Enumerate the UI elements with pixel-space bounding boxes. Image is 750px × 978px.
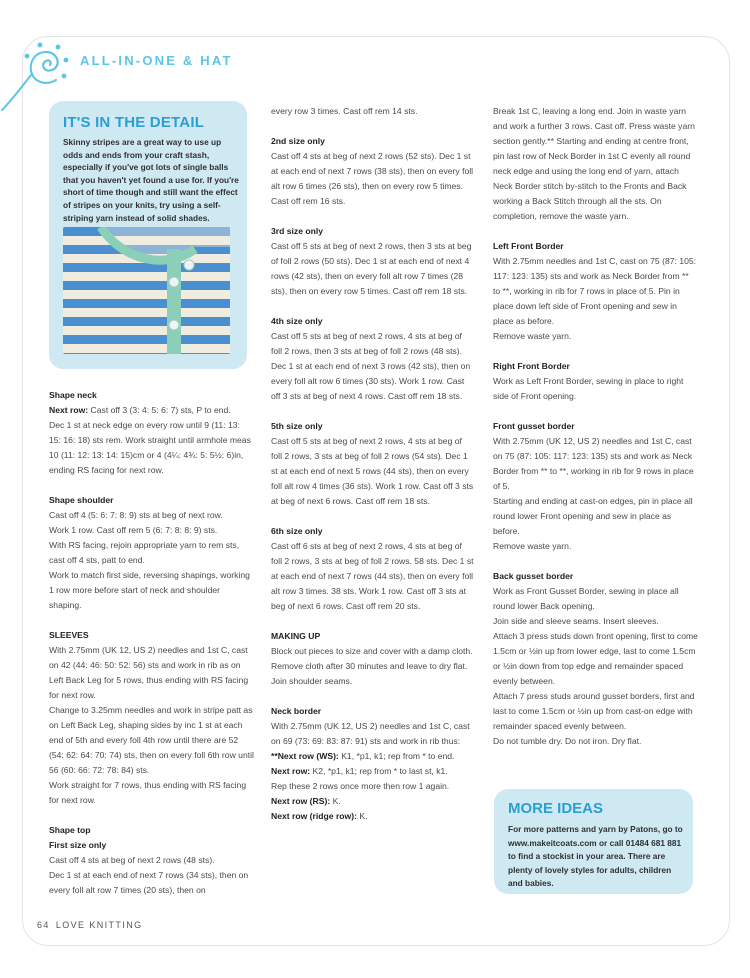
heading-shape-top: Shape top <box>49 825 91 835</box>
heading-front-gusset: Front gusset border <box>493 421 575 431</box>
back-gusset-text: Work as Front Gusset Border, sewing in place all round lower Back opening. <box>493 586 679 611</box>
neck-border-row-3: Rep these 2 rows once more then row 1 again. <box>271 781 450 791</box>
right-front-text: Work as Left Front Border, sewing in place to right side of Front opening. <box>493 376 684 401</box>
heading-right-front-border: Right Front Border <box>493 361 570 371</box>
size-4-text: Cast off 5 sts at beg of next 2 rows, 4 sts at beg of foll 2 rows, then 3 sts at beg of foll 2 rows (48 sts). Dec 1 st at each end of next 3 rows (42 sts), then on every foll alt row 6 times (30 sts). Work 1 row. Cast off 3 sts at beg of next 4 rows. Cast off rem 18 sts. <box>271 331 471 401</box>
pattern-column-3 <box>493 104 698 749</box>
neck-border-row-2 <box>271 764 475 779</box>
heading-size-6: 6th size only <box>271 526 323 536</box>
neck-border-row-5 <box>271 809 475 824</box>
back-gusset-text5: Do not tumble dry. Do not iron. Dry flat. <box>493 736 642 746</box>
heading-making-up: MAKING UP <box>271 631 321 641</box>
neck-border-row-4 <box>271 794 475 809</box>
next-row-label: Next row: <box>49 405 89 415</box>
size-6-text: Cast off 6 sts at beg of next 2 rows, 4 sts at beg of foll 2 rows, 3 sts at beg of foll 2 rows. 58 sts. Dec 1 st at each end of next 7 rows (44 sts), then on every foll alt row 3 times. 38 sts. Work 1 row. Cast off 3 sts at beg of next 6 rows. Cast off rem 20 sts. <box>271 541 474 611</box>
shape-shoulder-p3: With RS facing, rejoin appropriate yarn to rem sts, cast off 4 sts, patt to end. <box>49 540 240 565</box>
back-gusset-text2: Join side and sleeve seams. Insert sleeves. <box>493 616 659 626</box>
front-gusset-text: With 2.75mm (UK 12, US 2) needles and 1st C, cast on 75 (87: 105: 117: 123: 135) sts and work as Neck Border from ** to **, working in rib for 9 rows in place of 5. <box>493 436 694 491</box>
back-gusset-text4: Attach 7 press studs around gusset borders, first and last to come 1.5cm or ½in up from cast-on edge with remainder spaced evenly between. <box>493 691 695 731</box>
heading-shape-shoulder: Shape shoulder <box>49 495 114 505</box>
shape-shoulder-p2: Work 1 row. Cast off rem 5 (6: 7: 8: 8: 9) sts. <box>49 525 218 535</box>
row-label: **Next row (WS): <box>271 751 339 761</box>
more-ideas-box <box>494 789 693 894</box>
column3-intro: Break 1st C, leaving a long end. Join in waste yarn and work a further 3 rows. Cast off. Press waste yarn section gently.** Starting and ending at centre front, pin last row of Neck Border in 1st C evenly all round neck edge and using the long end of yarn, attach Neck Border stitch by-stitch to the Fronts and Back working a Back Stitch through all the sts. On completion, remove the waste yarn. <box>493 106 695 221</box>
size-5-text: Cast off 5 sts at beg of next 2 rows, 4 sts at beg of foll 2 rows, 3 sts at beg of foll 2 rows (54 sts). Dec 1 st at each end of next 5 rows (44 sts), then on every foll alt row 4 times (36 sts). Work 1 row. Cast off 3 sts at beg of next 6 rows. Cast off rem 18 sts. <box>271 436 474 506</box>
shape-top-p2: Dec 1 st at each end of next 7 rows (34 sts), then on every foll alt row 7 times (20 sts), then on <box>49 870 249 895</box>
more-ideas-text: For more patterns and yarn by Patons, go to www.makeitcoats.com or call 01484 681 881 to find a stockist in your area. There are plenty of lovely styles for adults, children and babies. <box>508 824 683 888</box>
next-row-text: Cast off 3 (3: 4: 5: 6: 7) sts, P to end. <box>88 405 231 415</box>
row-text: K. <box>330 796 341 806</box>
tip-text: Skinny stripes are a great way to use up odds and ends from your craft stash, especially if you've got lots of single balls that you haven't yet found a use for. If you're short of time though and still want the effect of stripes on your knits, try using a self-striping yarn instead of solid shades. <box>63 137 239 223</box>
heading-size-4: 4th size only <box>271 316 323 326</box>
pattern-column-1 <box>49 388 254 898</box>
left-front-text: With 2.75mm needles and 1st C, cast on 75 (87: 105: 117: 123: 135) sts and work as Neck Border from ** to **, working in rib for 7 rows in place of 5. Pin in place down left side of Front opening and sew in place as before. <box>493 256 697 326</box>
heading-shape-neck: Shape neck <box>49 390 97 400</box>
row-text: K2, *p1, k1; rep from * to last st, k1. <box>310 766 448 776</box>
magazine-name: LOVE KNITTING <box>55 920 143 930</box>
sleeves-p2: Change to 3.25mm needles and work in stripe patt as on Left Back Leg, shaping sides by inc 1 st at each end of 5th and every foll 4th row until there are 52 (54: 62: 64: 70: 74) sts, then on every foll 6th row until 56 (60: 66: 72: 78: 84) sts. <box>49 705 254 775</box>
row-label: Next row: <box>271 766 311 776</box>
heading-back-gusset: Back gusset border <box>493 571 574 581</box>
shape-neck-text: Dec 1 st at neck edge on every row until 9 (11: 13: 15: 16: 18) sts rem. Work straight until armhole meas 10 (11: 12: 13: 14: 15)cm or 4 (4¼: 4¾: 5: 5½: 6)in, ending RS facing for next row. <box>49 420 251 475</box>
pattern-column-2 <box>271 104 475 824</box>
heading-size-2: 2nd size only <box>271 136 325 146</box>
row-text: K. <box>356 811 368 821</box>
shape-shoulder-p1: Cast off 4 (5: 6: 7: 8: 9) sts at beg of next row. <box>49 510 223 520</box>
shape-shoulder-p4: Work to match first side, reversing shapings, working 1 row more before start of neck and shoulder shaping. <box>49 570 250 610</box>
heading-size-3: 3rd size only <box>271 226 324 236</box>
size-3-text: Cast off 5 sts at beg of next 2 rows, then 3 sts at beg of foll 2 rows (50 sts). Dec 1 st at each end of next 4 rows (42 sts), then on every foll alt row 7 times (28 sts), then on every row 5 times. Cast off rem 18 sts. <box>271 241 472 296</box>
heading-neck-border: Neck border <box>271 706 322 716</box>
making-up-text: Block out pieces to size and cover with a damp cloth. Remove cloth after 30 minutes and leave to dry flat. Join shoulder seams. <box>271 646 473 686</box>
size-2-text: Cast off 4 sts at beg of next 2 rows (52 sts). Dec 1 st at each end of next 7 rows (38 sts), then on every foll alt row 6 times (26 sts), then on every row 5 times. Cast off rem 16 sts. <box>271 151 474 206</box>
page-number: 64 <box>37 920 50 930</box>
heading-size-5: 5th size only <box>271 421 323 431</box>
shape-top-p1: Cast off 4 sts at beg of next 2 rows (48 sts). <box>49 855 215 865</box>
sleeves-p1: With 2.75mm (UK 12, US 2) needles and 1st C, cast on 42 (44: 46: 50: 52: 56) sts and work in rib as on Left Back Leg for 5 rows, thus ending with RS facing for next row. <box>49 645 249 700</box>
sleeves-p3: Work straight for 7 rows, thus ending with RS facing for next row. <box>49 780 247 805</box>
tip-box <box>49 101 247 369</box>
front-gusset-text3: Remove waste yarn. <box>493 541 572 551</box>
row-label: Next row (ridge row): <box>271 811 357 821</box>
tip-title: IT'S IN THE DETAIL <box>63 114 205 131</box>
column2-intro: every row 3 times. Cast off rem 14 sts. <box>271 106 418 116</box>
striped-knit-photo <box>63 227 230 354</box>
section-label: ALL-IN-ONE & HAT <box>80 53 233 68</box>
row-label: Next row (RS): <box>271 796 331 806</box>
row-text: K1, *p1, k1; rep from * to end. <box>338 751 455 761</box>
neck-border-text: With 2.75mm (UK 12, US 2) needles and 1st C, cast on 69 (73: 69: 83: 87: 91) sts and work in rib thus: <box>271 721 470 746</box>
left-front-text2: Remove waste yarn. <box>493 331 572 341</box>
shape-neck-next-row <box>49 403 254 418</box>
page-footer <box>37 920 143 930</box>
heading-left-front-border: Left Front Border <box>493 241 564 251</box>
subheading-first-size: First size only <box>49 840 107 850</box>
front-gusset-text2: Starting and ending at cast-on edges, pin in place all round lower Front opening and sew in place as before. <box>493 496 693 536</box>
neck-border-row-1 <box>271 749 475 764</box>
more-ideas-title: MORE IDEAS <box>508 800 604 817</box>
heading-sleeves: SLEEVES <box>49 630 89 640</box>
back-gusset-text3: Attach 3 press studs down front opening, first to come 1.5cm or ½in up from lower edge, last to come 1.5cm or ½in down from top edge and remainder spaced evenly between. <box>493 631 698 686</box>
